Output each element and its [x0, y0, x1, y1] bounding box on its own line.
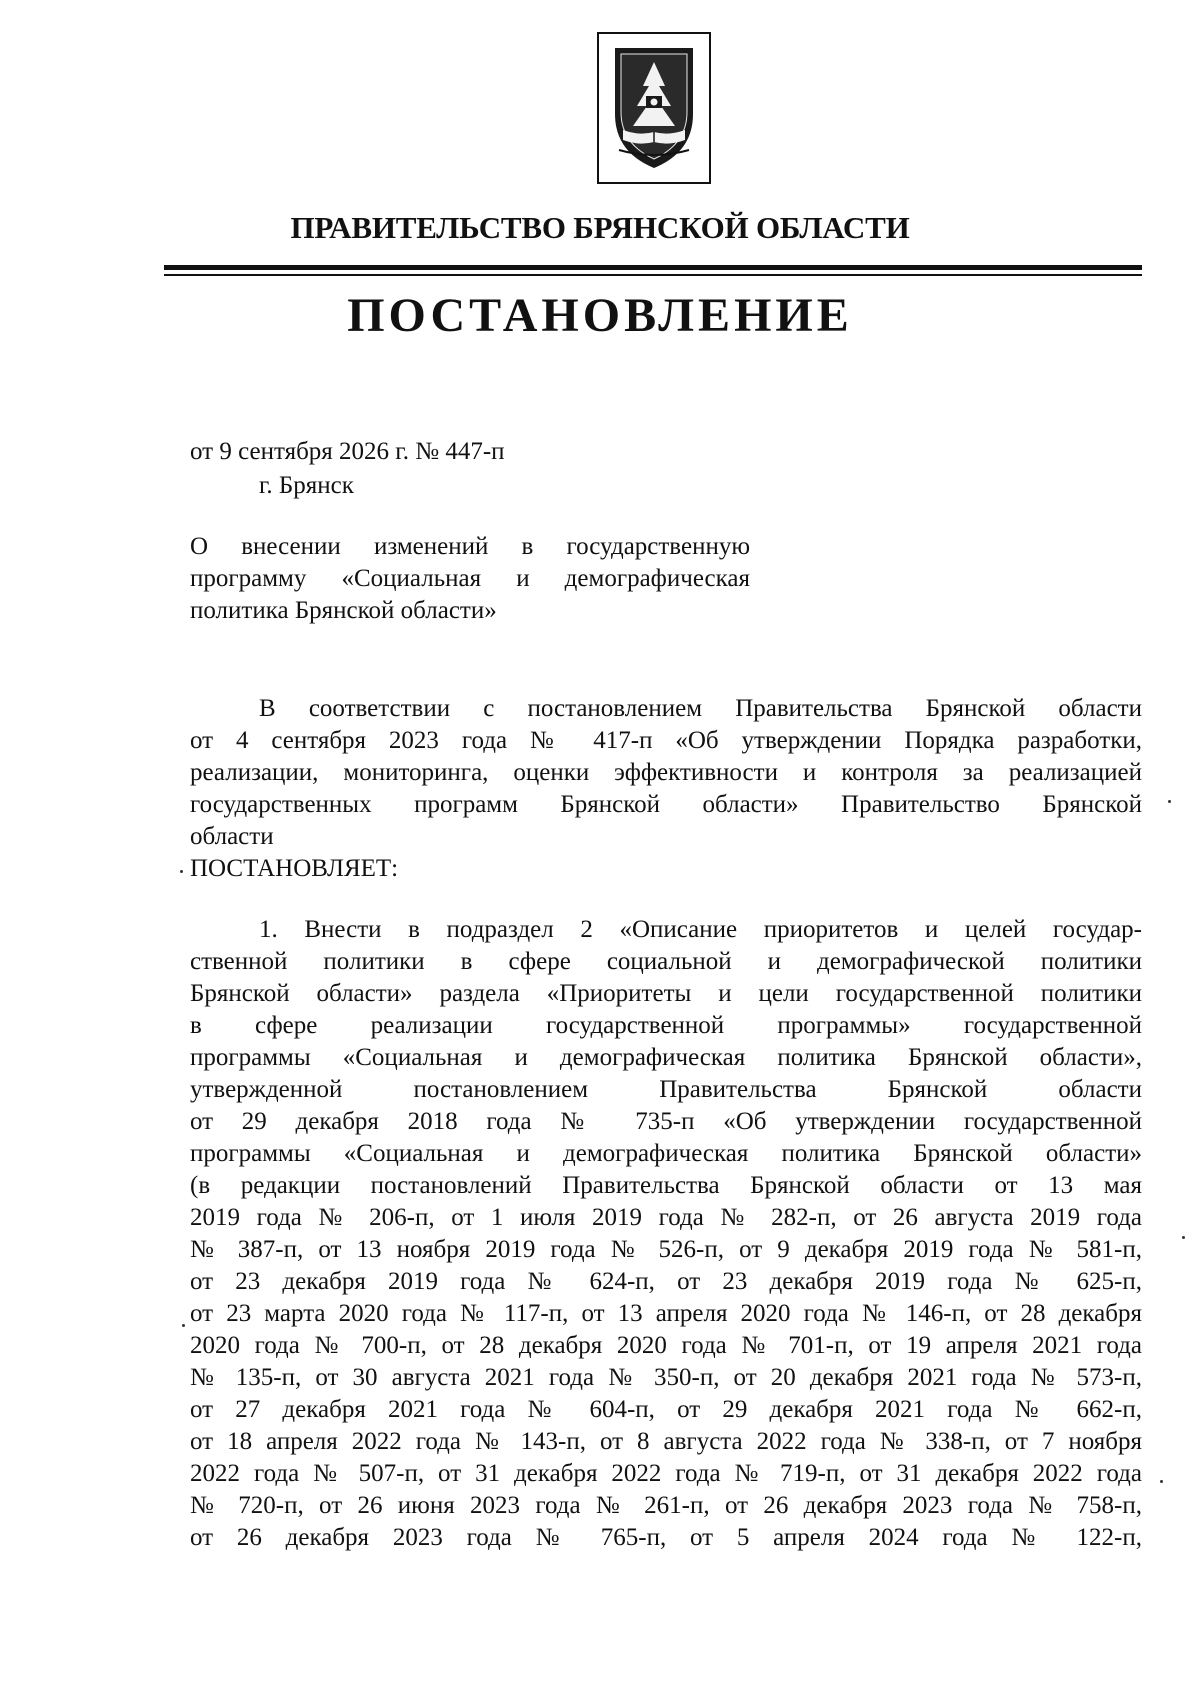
item-line: ственной политики в сфере социальной и демографической политики	[190, 948, 1142, 975]
scan-speck	[182, 1324, 185, 1327]
preamble-line: от 4 сентября 2023 года № 417-п «Об утверждении Порядка разработки,	[190, 727, 1142, 754]
item-line: (в редакции постановлений Правительства Брянской области от 13 мая	[190, 1172, 1142, 1199]
item-line: от 29 декабря 2018 года № 735-п «Об утверждении государственной	[190, 1108, 1142, 1135]
item-line: от 27 декабря 2021 года № 604-п, от 29 декабря 2021 года № 662-п,	[190, 1396, 1142, 1423]
preamble-paragraph	[190, 693, 1142, 853]
item-line: программы «Социальная и демографическая политика Брянской области»	[190, 1140, 1142, 1167]
document-subject	[190, 531, 750, 627]
item-line: программы «Социальная и демографическая политика Брянской области»,	[190, 1044, 1142, 1071]
header-rule-thick	[164, 265, 1142, 270]
subject-line: О внесении изменений в государственную	[190, 533, 750, 560]
coat-of-arms-emblem	[597, 32, 711, 184]
scan-speck	[1168, 800, 1171, 803]
item-line: № 135-п, от 30 августа 2021 года № 350-п, от 20 декабря 2021 года № 573-п,	[190, 1364, 1142, 1391]
item-line: от 23 марта 2020 года № 117-п, от 13 апреля 2020 года № 146-п, от 28 декабря	[190, 1300, 1142, 1327]
item-line: утвержденной постановлением Правительства Брянской области	[190, 1076, 1142, 1103]
preamble-line: реализации, мониторинга, оценки эффективности и контроля за реализацией	[190, 759, 1142, 786]
scan-speck	[1160, 1480, 1163, 1483]
item-line: 2022 года № 507-п, от 31 декабря 2022 года № 719-п, от 31 декабря 2022 года	[190, 1460, 1142, 1487]
decree-word: ПОСТАНОВЛЯЕТ:	[190, 855, 399, 882]
document-date-number: от 9 сентября 2026 г. № 447-п	[190, 438, 505, 465]
preamble-line: В соответствии с постановлением Правительства Брянской области	[259, 695, 1142, 722]
item-line: от 18 апреля 2022 года № 143-п, от 8 августа 2022 года № 338-п, от 7 ноября	[190, 1428, 1142, 1455]
preamble-line: области	[190, 823, 274, 850]
document-type-title: ПОСТАНОВЛЕНИЕ	[347, 289, 853, 342]
scan-speck	[180, 870, 183, 873]
item-line: в сфере реализации государственной программы» государственной	[190, 1012, 1142, 1039]
item-line: от 23 декабря 2019 года № 624-п, от 23 декабря 2019 года № 625-п,	[190, 1268, 1142, 1295]
subject-line: политика Брянской области»	[190, 597, 497, 624]
subject-line: программу «Социальная и демографическая	[190, 565, 750, 592]
item-line: № 387-п, от 13 ноября 2019 года № 526-п, от 9 декабря 2019 года № 581-п,	[190, 1236, 1142, 1263]
preamble-line: государственных программ Брянской области» Правительство Брянской	[190, 791, 1142, 818]
scan-speck	[1182, 1236, 1185, 1239]
item-1-paragraph	[190, 914, 1142, 1554]
item-line: Брянской области» раздела «Приоритеты и цели государственной политики	[190, 980, 1142, 1007]
item-line: 1. Внести в подраздел 2 «Описание приоритетов и целей государ-	[259, 916, 1142, 943]
item-line: 2020 года № 700-п, от 28 декабря 2020 года № 701-п, от 19 апреля 2021 года	[190, 1332, 1142, 1359]
header-rule-thin	[164, 274, 1142, 276]
item-line: № 720-п, от 26 июня 2023 года № 261-п, от 26 декабря 2023 года № 758-п,	[190, 1492, 1142, 1519]
item-line: 2019 года № 206-п, от 1 июля 2019 года № 282-п, от 26 августа 2019 года	[190, 1204, 1142, 1231]
organization-title: ПРАВИТЕЛЬСТВО БРЯНСКОЙ ОБЛАСТИ	[290, 210, 910, 245]
document-city: г. Брянск	[259, 472, 354, 499]
item-line: от 26 декабря 2023 года № 765-п, от 5 апреля 2024 года № 122-п,	[190, 1524, 1142, 1551]
